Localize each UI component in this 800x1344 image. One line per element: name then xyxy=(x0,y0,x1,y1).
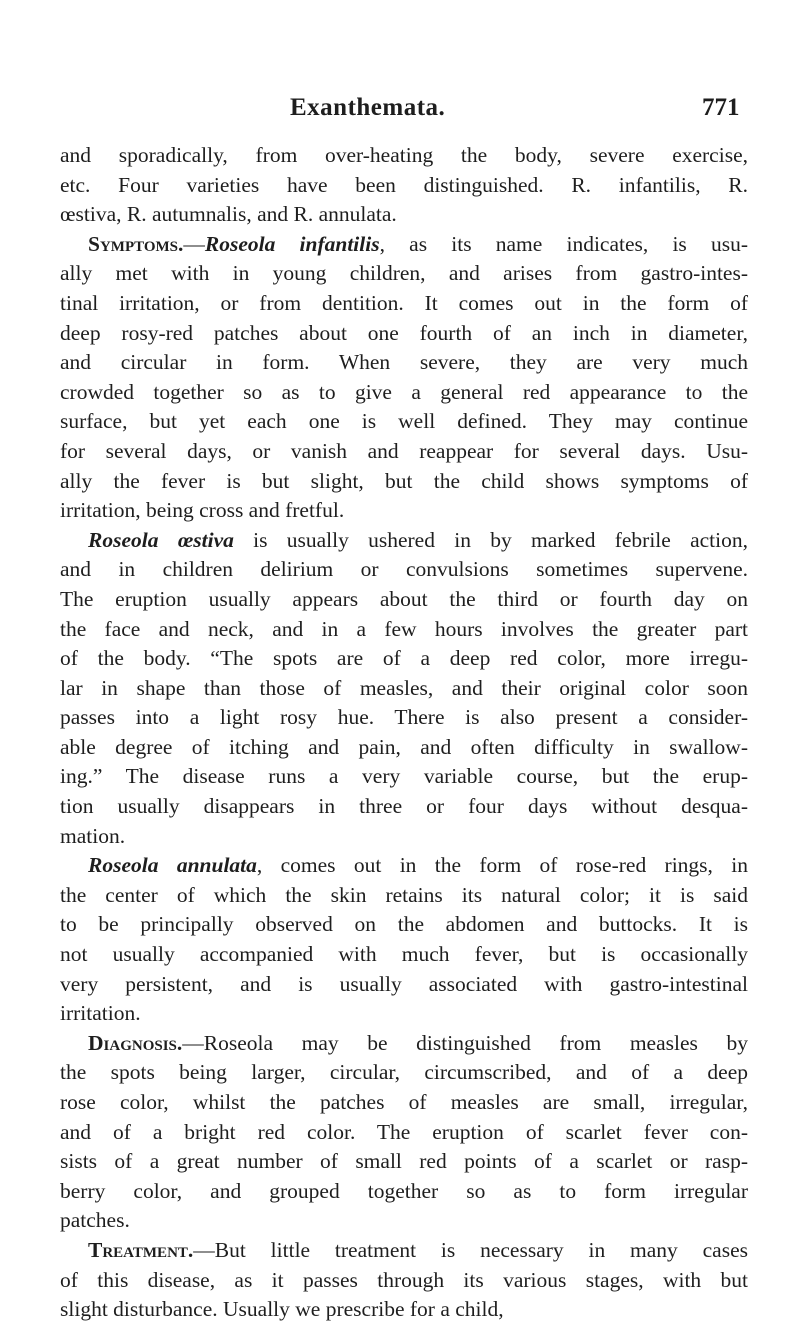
text-line: tion usually disappears in three or four days without desqua- xyxy=(60,794,748,819)
text-line: œstiva, R. autumnalis, and R. annulata. xyxy=(60,202,397,227)
annulata-line: Roseola annulata, comes out in the form of rose-red rings, in xyxy=(88,853,748,878)
text-line: ally the fever is but slight, but the child shows symptoms of xyxy=(60,468,748,493)
body-text xyxy=(60,141,748,1325)
running-title: Exanthemata. xyxy=(290,94,446,121)
text-line: ally met with in young children, and arises from gastro-intes- xyxy=(60,261,748,286)
text-line: of the body. “The spots are of a deep red color, more irregu- xyxy=(60,646,748,671)
aestiva-line: Roseola œstiva is usually ushered in by marked febrile action, xyxy=(88,527,748,552)
text-line: the center of which the skin retains its natural color; it is said xyxy=(60,882,748,907)
text-line: deep rosy-red patches about one fourth of an inch in diameter, xyxy=(60,320,748,345)
text-line: irritation, being cross and fretful. xyxy=(60,498,345,523)
text-line: ing.” The disease runs a very variable course, but the erup- xyxy=(60,764,748,789)
text-line: sists of a great number of small red points of a scarlet or rasp- xyxy=(60,1149,748,1174)
text-line: rose color, whilst the patches of measles are small, irregular, xyxy=(60,1090,748,1114)
text-line: the spots being larger, circular, circumscribed, and of a deep xyxy=(60,1060,748,1085)
page-number: 771 xyxy=(702,94,740,121)
text-line: and circular in form. When severe, they are very much xyxy=(60,350,748,375)
text-line: etc. Four varieties have been distinguished. R. infantilis, R. xyxy=(60,172,748,197)
text-line: surface, but yet each one is well defined. They may continue xyxy=(60,409,748,434)
text-line: crowded together so as to give a general red appearance to the xyxy=(60,379,748,404)
text-line: The eruption usually appears about the third or fourth day on xyxy=(60,586,748,611)
text-line: to be principally observed on the abdomen and buttocks. It is xyxy=(60,912,748,937)
text-line: mation. xyxy=(60,823,126,848)
text-line: and sporadically, from over-heating the body, severe exercise, xyxy=(60,143,748,167)
symptoms-heading-line: Symptoms.—Roseola infantilis, as its name indicates, is usu- xyxy=(88,231,748,256)
text-line: the face and neck, and in a few hours involves the greater part xyxy=(60,616,748,641)
treatment-heading-line: Treatment.—But little treatment is necessary in many cases xyxy=(88,1237,748,1262)
text-line: patches. xyxy=(60,1208,130,1233)
text-line: and in children delirium or convulsions sometimes supervene. xyxy=(60,557,748,582)
text-line: very persistent, and is usually associated with gastro-intestinal xyxy=(60,971,748,996)
diagnosis-heading-line: Diagnosis.—Roseola may be distinguished from measles by xyxy=(88,1030,748,1055)
text-line: and of a bright red color. The eruption of scarlet fever con- xyxy=(60,1119,748,1144)
text-line: not usually accompanied with much fever, but is occasionally xyxy=(60,942,748,967)
text-line: berry color, and grouped together so as to form irregular xyxy=(60,1178,748,1203)
text-line: passes into a light rosy hue. There is also present a consider- xyxy=(60,705,748,730)
text-line: slight disturbance. Usually we prescribe for a child, xyxy=(60,1297,504,1322)
text-line: irritation. xyxy=(60,1001,141,1026)
text-line: lar in shape than those of measles, and their original color soon xyxy=(60,675,748,700)
text-line: of this disease, as it passes through its various stages, with but xyxy=(60,1267,748,1292)
running-head xyxy=(0,94,800,128)
text-line: tinal irritation, or from dentition. It comes out in the form of xyxy=(60,290,748,315)
text-line: able degree of itching and pain, and often difficulty in swallow- xyxy=(60,734,748,759)
text-line: for several days, or vanish and reappear for several days. Usu- xyxy=(60,438,748,463)
